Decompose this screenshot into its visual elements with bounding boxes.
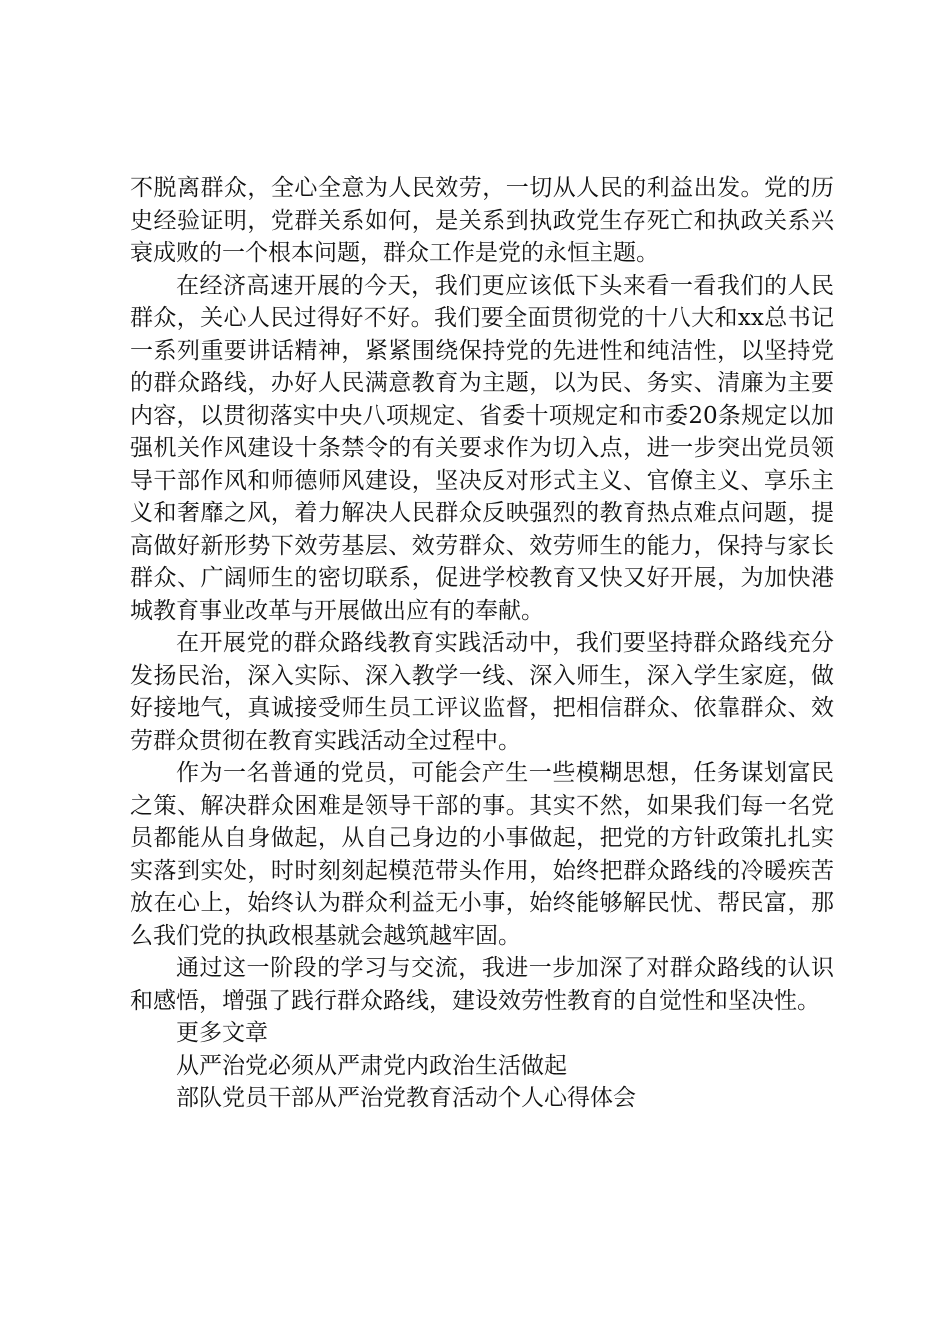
paragraph: 在经济高速开展的今天，我们更应该低下头来看一看我们的人民群众，关心人民过得好不好。我们要全面贯彻党的十八大和xx总书记一系列重要讲话精神，紧紧围绕保持党的先进性和纯洁性，以坚持党的群众路线，办好人民满意教育为主题，以为民、务实、清廉为主要内容，以贯彻落实中央八项规定、省委十项规定和市委20条规定以加强机关作风建设十条禁令的有关要求作为切入点，进一步突出党员领导干部作风和师德师风建设，坚决反对形式主义、官僚主义、享乐主义和奢靡之风，着力解决人民群众反映强烈的教育热点难点问题，提高做好新形势下效劳基层、效劳群众、效劳师生的能力，保持与家长群众、广阔师生的密切联系，促进学校教育又快又好开展，为加快港城教育事业改革与开展做出应有的奉献。 [130,272,834,624]
more-article-link[interactable]: 部队党员干部从严治党教育活动个人心得体会 [176,1085,636,1111]
more-article-link[interactable]: 从严治党必须从严肃党内政治生活做起 [176,1052,567,1079]
paragraph: 作为一名普通的党员，可能会产生一些模糊思想，任务谋划富民之策、解决群众困难是领导干部的事。其实不然，如果我们每一名党员都能从自身做起，从自己身边的小事做起，把党的方针政策扎扎实实落到实处，时时刻刻起模范带头作用，始终把群众路线的冷暖疾苦放在心上，始终认为群众利益无小事，始终能够解民忧、帮民富，那么我们党的执政根基就会越筑越牢固。 [130,760,834,949]
paragraph-continuation: 不脱离群众，全心全意为人民效劳，一切从人民的利益出发。党的历史经验证明，党群关系如何，是关系到执政党生存死亡和执政关系兴衰成败的一个根本问题，群众工作是党的永恒主题。 [130,175,834,266]
document-body [130,172,834,1115]
paragraph: 在开展党的群众路线教育实践活动中，我们要坚持群众路线充分发扬民治，深入实际、深入教学一线、深入师生，深入学生家庭，做好接地气，真诚接受师生员工评议监督，把相信群众、依靠群众、效劳群众贯彻在教育实践活动全过程中。 [130,630,834,754]
more-articles-heading: 更多文章 [176,1020,268,1046]
paragraph: 通过这一阶段的学习与交流，我进一步加深了对群众路线的认识和感悟，增强了践行群众路线，建设效劳性教育的自觉性和坚决性。 [130,955,834,1014]
